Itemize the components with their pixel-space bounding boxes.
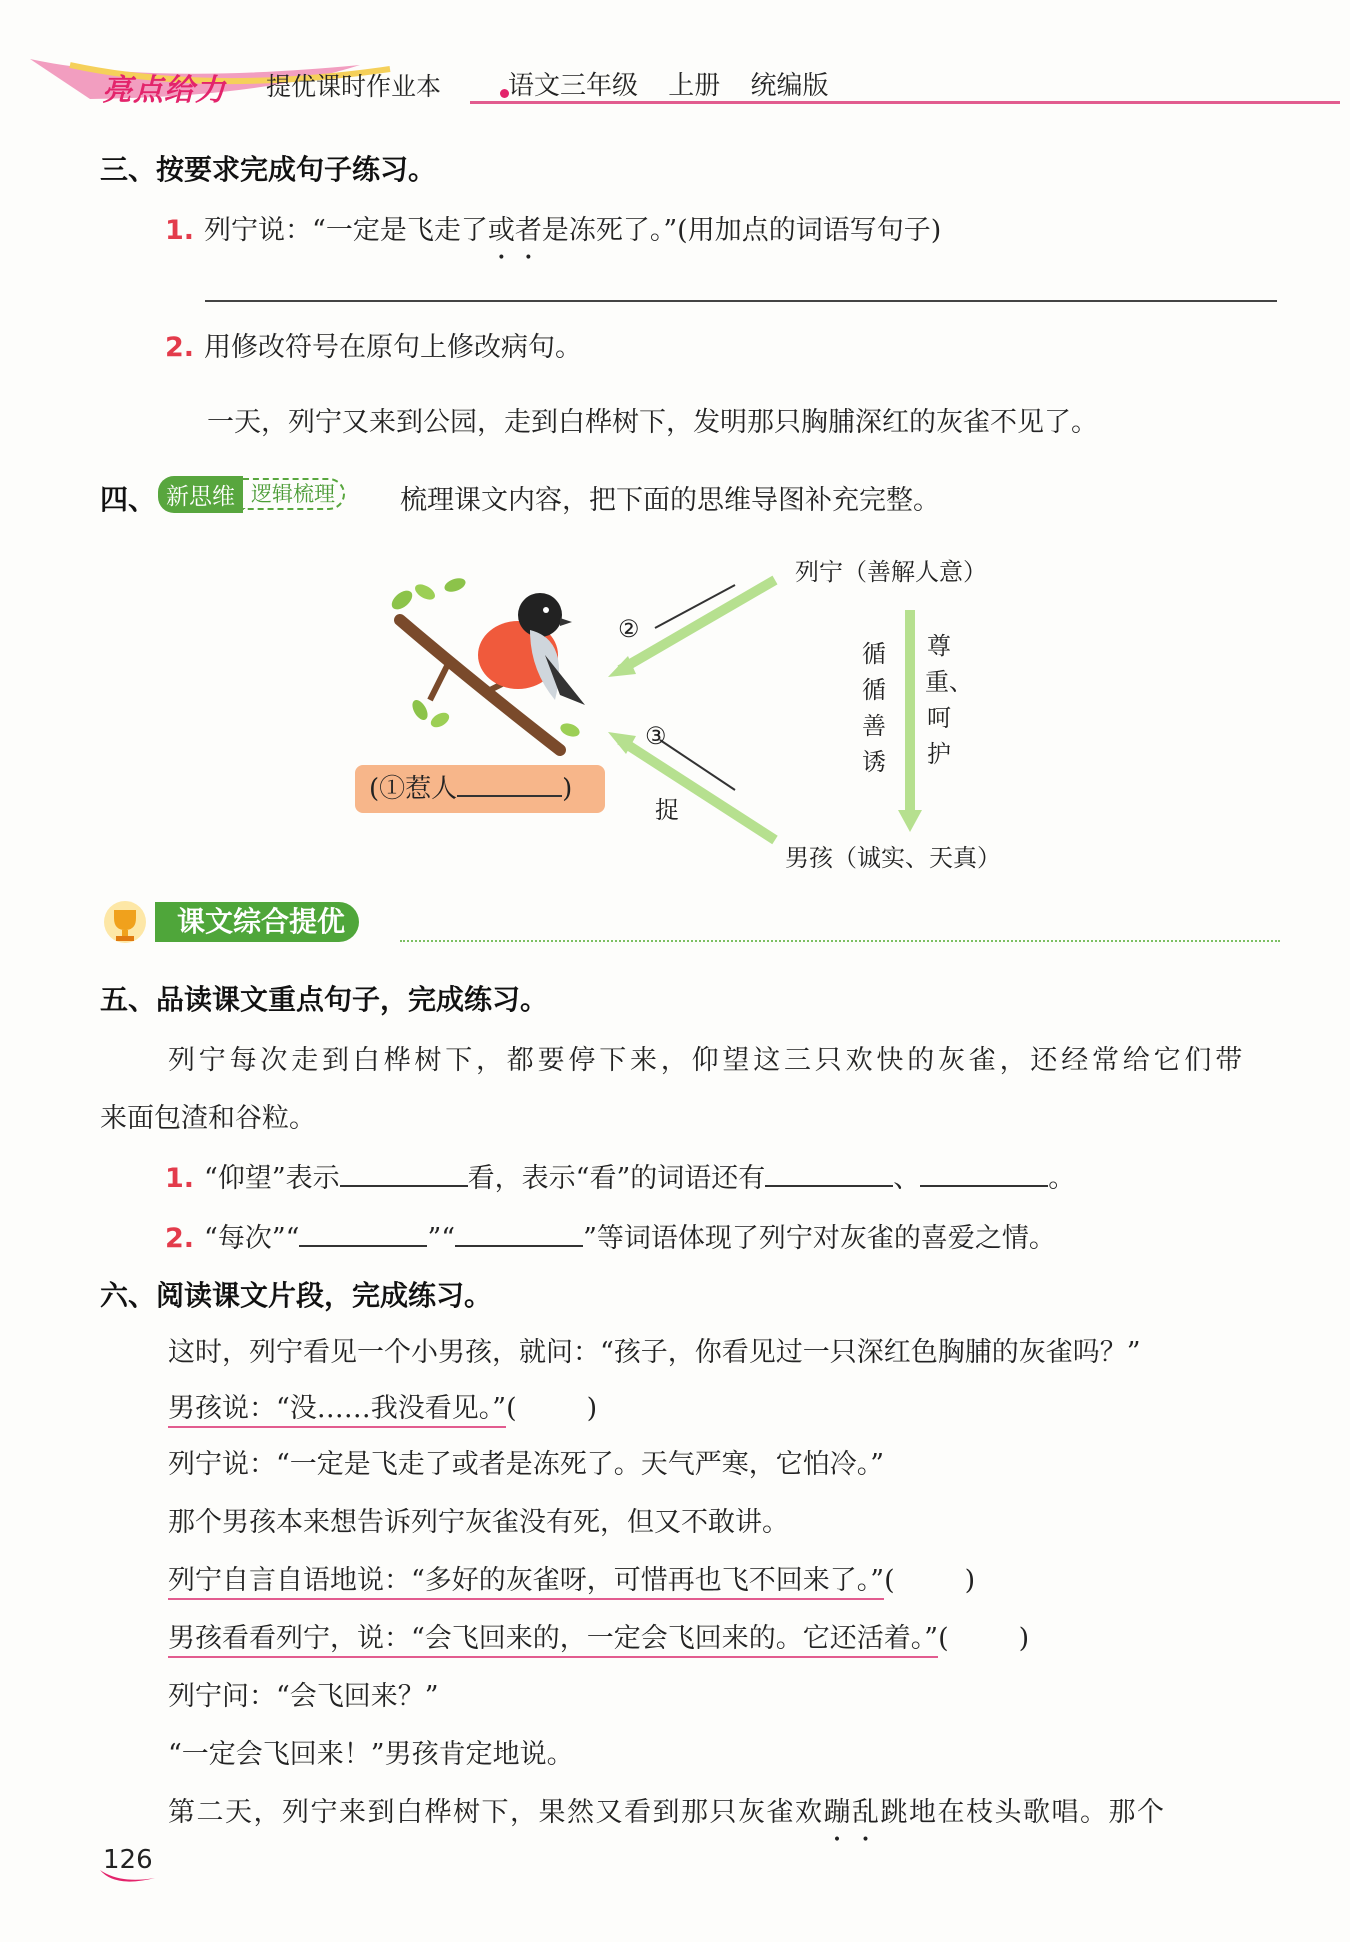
s5-passage-line-1: 列宁每次走到白桦树下，都要停下来，仰望这三只欢快的灰雀，还经常给它们带: [168, 1045, 1246, 1076]
section-6-title: 六、阅读课文片段，完成练习。: [100, 1279, 493, 1312]
s3-question-1: [165, 208, 941, 247]
s6-line-9: [168, 1790, 1166, 1829]
s5-question-1: [165, 1156, 1075, 1195]
s5-q2-blank-2[interactable]: [455, 1219, 583, 1247]
s5-passage-line-2: 来面包渣和谷粒。: [100, 1103, 316, 1134]
section-5-title: 五、品读课文重点句子，完成练习。: [100, 983, 549, 1016]
section-4-instruction: 梳理课文内容，把下面的思维导图补充完整。: [400, 485, 940, 516]
new-thinking-badge: [158, 477, 345, 511]
s6-line-5: [168, 1558, 975, 1597]
page-header: [30, 55, 1340, 115]
s5-q1-blank-2[interactable]: [765, 1159, 893, 1187]
s6-line-9-text-a: 第二天，列宁来到白桦树下，果然又看到那只灰雀欢: [168, 1797, 824, 1828]
s5-question-2: [165, 1216, 1056, 1255]
map-fill-box-1[interactable]: [355, 765, 605, 813]
s5-q2-number: 2.: [165, 1223, 195, 1254]
s3-q2-number: 2.: [165, 332, 195, 363]
banner-dotted-rule: [400, 940, 1280, 942]
map-fill-box-close: ): [562, 774, 573, 804]
map-label-catch: 捉: [655, 796, 679, 824]
brand-logo: 亮点给力: [102, 73, 226, 108]
map-label-respect-care: 尊重、呵护: [925, 632, 973, 768]
s3-question-2: [165, 325, 582, 364]
s3-q2-text: 用修改符号在原句上修改病句。: [204, 332, 583, 363]
s6-line-9-dotted-char-1: 蹦: [823, 1797, 852, 1828]
s3-q1-dotted-char-2: 者: [514, 215, 542, 246]
trophy-icon: [100, 900, 150, 946]
brand-subtitle: 提优课时作业本: [266, 72, 442, 101]
s6-line-6-paren-close: ): [1018, 1623, 1030, 1654]
s6-line-2-paren-close: ): [586, 1393, 598, 1424]
s3-q1-answer-line[interactable]: [205, 300, 1277, 302]
s3-faulty-sentence: 一天，列宁又来到公园，走到白桦树下，发明那只胸脯深红的灰雀不见了。: [207, 407, 1098, 438]
s6-line-7: 列宁问：“会飞回来？”: [168, 1681, 439, 1712]
s6-line-2: [168, 1386, 597, 1425]
s6-line-5-text: 列宁自言自语地说：“多好的灰雀呀，可惜再也飞不回来了。”: [168, 1565, 884, 1600]
map-node-boy: 男孩（诚实、天真）: [785, 844, 1001, 872]
bird-on-branch-illustration: [388, 576, 585, 750]
map-fill-blank-1[interactable]: [457, 769, 562, 797]
map-label-patient-guidance: 循循善诱: [862, 640, 886, 776]
map-circle-2: ②: [618, 615, 640, 643]
s6-line-6-text: 男孩看看列宁，说：“会飞回来的，一定会飞回来的。它还活着。”: [168, 1623, 938, 1658]
badge-green-label: 新思维: [158, 476, 243, 513]
s5-q1-text-d: 。: [1048, 1163, 1076, 1194]
s5-q2-blank-1[interactable]: [299, 1219, 427, 1247]
s3-q1-dotted-char-1: 或: [487, 215, 515, 246]
s6-line-3: 列宁说：“一定是飞走了或者是冻死了。天气严寒，它怕冷。”: [168, 1449, 885, 1480]
map-circle-3: ③: [645, 722, 667, 750]
s6-line-4: 那个男孩本来想告诉列宁灰雀没有死，但又不敢讲。: [168, 1507, 789, 1538]
s6-line-6: [168, 1616, 1029, 1655]
s6-line-8: “一定会飞回来！”男孩肯定地说。: [168, 1739, 574, 1770]
book-meta: 语文三年级 上册 统编版: [508, 71, 829, 101]
s5-q1-text-b: 看，表示“看”的词语还有: [467, 1163, 766, 1194]
page-number: 126: [103, 1845, 153, 1875]
banner-title: 课文综合提优: [155, 902, 359, 942]
s6-line-5-paren-close: ): [964, 1565, 976, 1596]
section-banner: [100, 900, 1280, 946]
badge-logic-label: 逻辑梳理: [243, 478, 345, 510]
s6-line-2-text: 男孩说：“没……我没看见。”: [168, 1393, 506, 1428]
section-4-prefix: 四、: [100, 483, 157, 516]
map-node-lenin: 列宁（善解人意）: [795, 558, 987, 586]
s5-q2-text-a: “每次”“: [204, 1223, 300, 1254]
s3-q1-text-a: 列宁说：“一定是飞走了: [204, 215, 488, 246]
s6-line-9-text-b: 跳地在枝头歌唱。那个: [880, 1797, 1166, 1828]
s5-q1-text-a: “仰望”表示: [204, 1163, 340, 1194]
s6-line-9-dotted-char-2: 乱: [852, 1797, 881, 1828]
s3-q1-text-b: 是冻死了。”(用加点的词语写句子): [541, 215, 942, 246]
s6-line-5-paren-open: (: [884, 1565, 895, 1596]
s5-q1-blank-3[interactable]: [920, 1159, 1048, 1187]
s6-line-2-paren-open: (: [506, 1393, 517, 1424]
s5-q1-number: 1.: [165, 1163, 195, 1194]
s6-line-1: 这时，列宁看见一个小男孩，就问：“孩子，你看见过一只深红色胸脯的灰雀吗？”: [168, 1337, 1141, 1368]
s3-q1-number: 1.: [165, 215, 195, 246]
s5-q2-text-b: ”“: [427, 1223, 456, 1254]
map-fill-box-text: (①惹人: [369, 774, 458, 804]
s5-q1-blank-1[interactable]: [340, 1159, 468, 1187]
s6-line-6-paren-open: (: [938, 1623, 949, 1654]
section-3-title: 三、按要求完成句子练习。: [100, 153, 437, 186]
s5-q1-text-c: 、: [893, 1163, 921, 1194]
s5-q2-text-c: ”等词语体现了列宁对灰雀的喜爱之情。: [583, 1223, 1056, 1254]
